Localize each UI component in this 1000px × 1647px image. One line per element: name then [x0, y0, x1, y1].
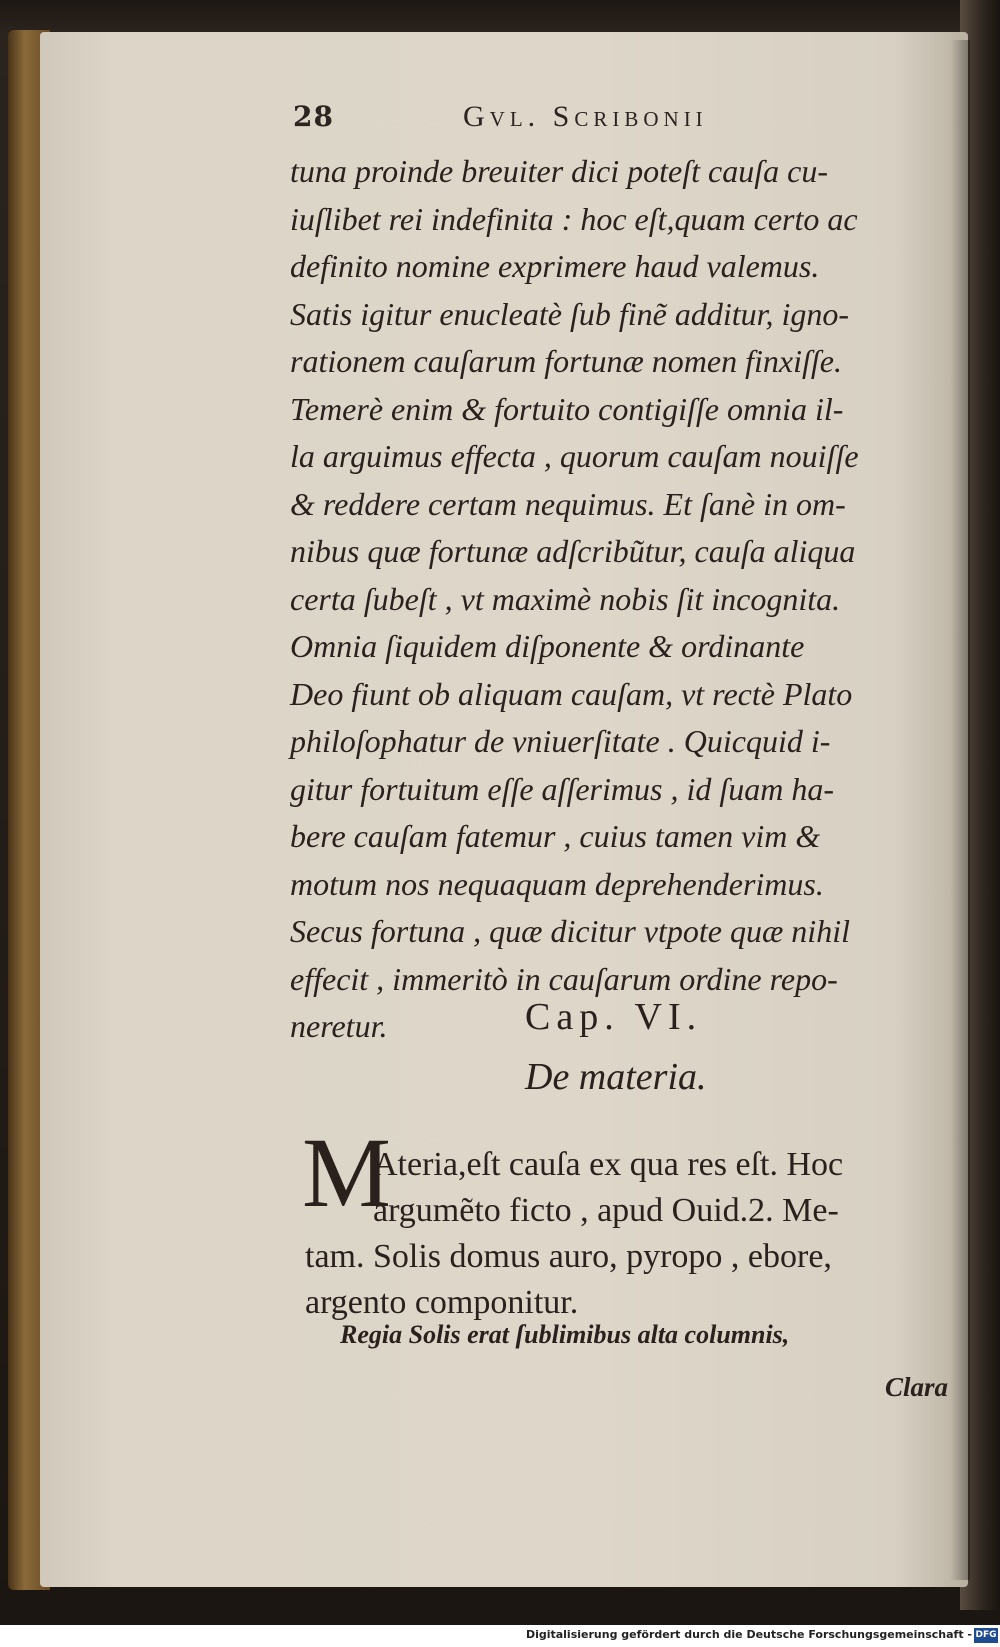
text-line: iuſlibet rei indefinita : hoc eſt,quam certo ac: [290, 200, 858, 237]
page-header: [293, 100, 813, 140]
verse-quotation: Regia Solis erat ſublimibus alta columnis,: [340, 1320, 790, 1349]
page-gutter-shadow: [950, 40, 970, 1580]
text-line: Deo fiunt ob aliquam cauſam, vt rectè Plato: [290, 675, 853, 712]
drop-cap: M: [302, 1117, 391, 1228]
funding-credit: Digitalisierung gefördert durch die Deutsche Forschungsgemeinschaft -: [525, 1628, 972, 1641]
running-title: Gvl. Scribonii: [463, 100, 708, 133]
text-line: tuna proinde breuiter dici poteſt cauſa cu-: [290, 153, 828, 189]
text-line: definito nomine exprimere haud valemus.: [290, 248, 820, 284]
text-line: Satis igitur enucleatè ſub finẽ additur, igno-: [290, 295, 850, 332]
text-line: argumẽto ficto , apud Ouid.2. Me-: [373, 1192, 839, 1229]
text-line: gitur fortuitum eſſe aſſerimus , id ſuam ha-: [290, 770, 834, 807]
text-line: nibus quæ fortunæ adſcribũtur, cauſa aliqua: [290, 533, 856, 569]
text-line: certa ſubeſt , vt maximè nobis ſit incognita.: [290, 580, 841, 617]
section-title: De materia.: [525, 1056, 707, 1098]
text-line: neretur.: [290, 1008, 388, 1044]
chapter-heading: Cap. VI.: [525, 996, 703, 1038]
text-line: Secus fortuna , quæ dicitur vtpote quæ nihil: [290, 913, 850, 949]
dfg-logo: DFG: [974, 1628, 998, 1643]
text-line: motum nos nequaquam deprehenderimus.: [290, 865, 824, 902]
text-line: bere cauſam fatemur , cuius tamen vim &: [290, 818, 821, 854]
text-line: tam. Solis domus auro, pyropo , ebore,: [305, 1238, 832, 1275]
page-number: 28: [293, 100, 334, 133]
text-line: effecit , immeritò in cauſarum ordine repo-: [290, 960, 838, 997]
digitization-footer: [0, 1625, 1000, 1647]
text-line: Ateria,eſt cauſa ex qua res eſt. Hoc: [373, 1146, 844, 1183]
text-line: la arguimus effecta , quorum cauſam nouiſſe: [290, 438, 859, 474]
text-line: rationem cauſarum fortunæ nomen finxiſſe.: [290, 343, 842, 379]
text-line: & reddere certam nequimus. Et ſanè in om-: [290, 485, 846, 522]
text-line: argento componitur.: [305, 1284, 579, 1321]
catchword: Clara: [885, 1372, 949, 1402]
text-line: Omnia ſiquidem diſponente & ordinante: [290, 628, 805, 664]
italic-text-block: [290, 148, 950, 1051]
text-line: philoſophatur de vniuerſitate . Quicquid i-: [290, 723, 831, 759]
text-line: Temerè enim & fortuito contigiſſe omnia il-: [290, 390, 844, 427]
